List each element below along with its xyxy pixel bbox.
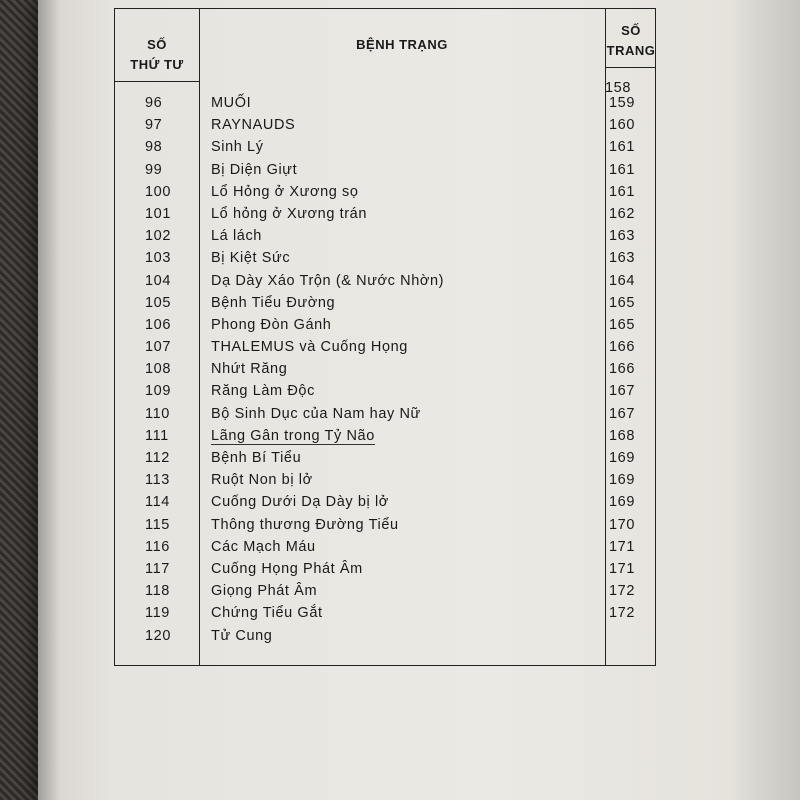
row-page: 169 [609,450,635,466]
row-condition: Bị Diện Giựt [211,161,298,178]
row-number: 109 [145,383,171,400]
row-number: 111 [145,427,169,444]
row-condition: Lổ hỏng ở Xương trán [211,205,368,222]
row-number: 116 [145,538,170,555]
row-number: 112 [145,450,170,466]
row-page: 163 [609,250,635,267]
row-number: 104 [145,272,171,289]
row-page: 162 [609,205,635,222]
row-number: 97 [145,117,163,134]
table-row [115,583,655,605]
row-condition: Bộ Sinh Dục của Nam hay Nữ [211,405,421,422]
row-page: 172 [609,583,635,600]
row-page: 165 [609,294,635,311]
row-condition: Dạ Dày Xáo Trộn (& Nước Nhờn) [211,272,445,289]
header-rule-right [605,67,655,68]
table-row [115,273,655,295]
row-number: 117 [145,560,170,577]
row-page: 166 [609,361,635,378]
table-row [115,539,655,561]
table-row [115,428,655,450]
table-row [115,184,655,206]
row-page: 167 [609,383,635,400]
row-page: 168 [609,427,635,444]
row-page: 172 [609,605,635,622]
row-number: 101 [145,205,171,222]
row-condition: Các Mạch Máu [211,538,316,555]
table-row [115,139,655,161]
row-number: 108 [145,361,171,378]
row-page: 161 [609,161,635,178]
row-page: 171 [609,538,635,555]
row-condition: Chứng Tiểu Gắt [211,605,323,622]
table-row [115,605,655,627]
header-condition: BỆNH TRẠNG [356,37,448,52]
table-of-contents [114,8,656,666]
table-row [115,317,655,339]
row-condition: Thông thương Đường Tiểu [211,516,399,533]
row-condition: Phong Đòn Gánh [211,316,332,333]
row-number: 115 [145,516,170,533]
table-row [115,206,655,228]
row-number: 98 [145,139,163,156]
row-condition: Bệnh Bí Tiểu [211,450,302,466]
table-row [115,406,655,428]
table-row [115,361,655,383]
table-row [115,295,655,317]
row-page: 171 [609,560,635,577]
row-condition: Sinh Lý [211,139,264,156]
row-page: 167 [609,405,635,422]
table-row [115,450,655,472]
toc-rows [115,95,655,650]
table-row [115,228,655,250]
table-row [115,117,655,139]
row-number: 118 [145,583,170,600]
row-page: 161 [609,183,635,200]
row-page: 165 [609,316,635,333]
row-page: 159 [609,95,635,111]
row-condition: MUỐI [211,95,252,111]
table-row [115,517,655,539]
row-number: 103 [145,250,171,267]
row-condition: Nhứt Răng [211,361,288,378]
row-number: 100 [145,183,171,200]
row-number: 106 [145,316,171,333]
row-condition: Cuống Dưới Dạ Dày bị lở [211,494,389,511]
table-row [115,339,655,361]
row-condition: RAYNAUDS [211,117,296,134]
row-number: 99 [145,161,163,178]
table-row [115,561,655,583]
row-condition: Ruột Non bị lở [211,472,313,489]
row-page: 163 [609,228,635,245]
page-edge-shadow [730,0,800,800]
row-page: 169 [609,494,635,511]
row-condition: Lãng Gân trong Tỷ Não [211,427,375,444]
header-page: SỐ TRANG [606,23,656,58]
row-condition: Tử Cung [211,627,273,644]
row-page: 166 [609,339,635,356]
row-number: 120 [145,627,171,644]
row-number: 102 [145,228,171,245]
row-condition: Bị Kiệt Sức [211,250,291,267]
row-condition: THALEMUS và Cuống Họng [211,339,408,356]
row-number: 105 [145,294,171,311]
row-number: 114 [145,494,170,511]
table-row [115,628,655,650]
first-page-number: 158 [605,80,631,96]
header-rule-left [115,81,199,82]
row-page: 161 [609,139,635,156]
table-row [115,95,655,117]
row-number: 119 [145,605,170,622]
row-condition: Lổ Hỏng ở Xương sọ [211,183,359,200]
row-condition: Bệnh Tiểu Đường [211,294,336,311]
row-number: 107 [145,339,171,356]
table-row [115,472,655,494]
table-row [115,250,655,272]
row-condition: Cuống Họng Phát Âm [211,560,363,577]
page-fold-shadow [38,0,60,800]
row-page: 169 [609,472,635,489]
table-row [115,494,655,516]
row-condition: Lá lách [211,228,262,245]
row-condition: Giọng Phát Âm [211,583,318,600]
row-page: 164 [609,272,635,289]
row-page: 160 [609,117,635,134]
row-number: 96 [145,95,163,111]
table-row [115,162,655,184]
row-number: 110 [145,405,170,422]
row-condition: Răng Làm Độc [211,383,315,400]
header-number: SỐ THỨ TƯ [130,37,184,72]
table-row [115,383,655,405]
row-page: 170 [609,516,635,533]
row-number: 113 [145,472,170,489]
